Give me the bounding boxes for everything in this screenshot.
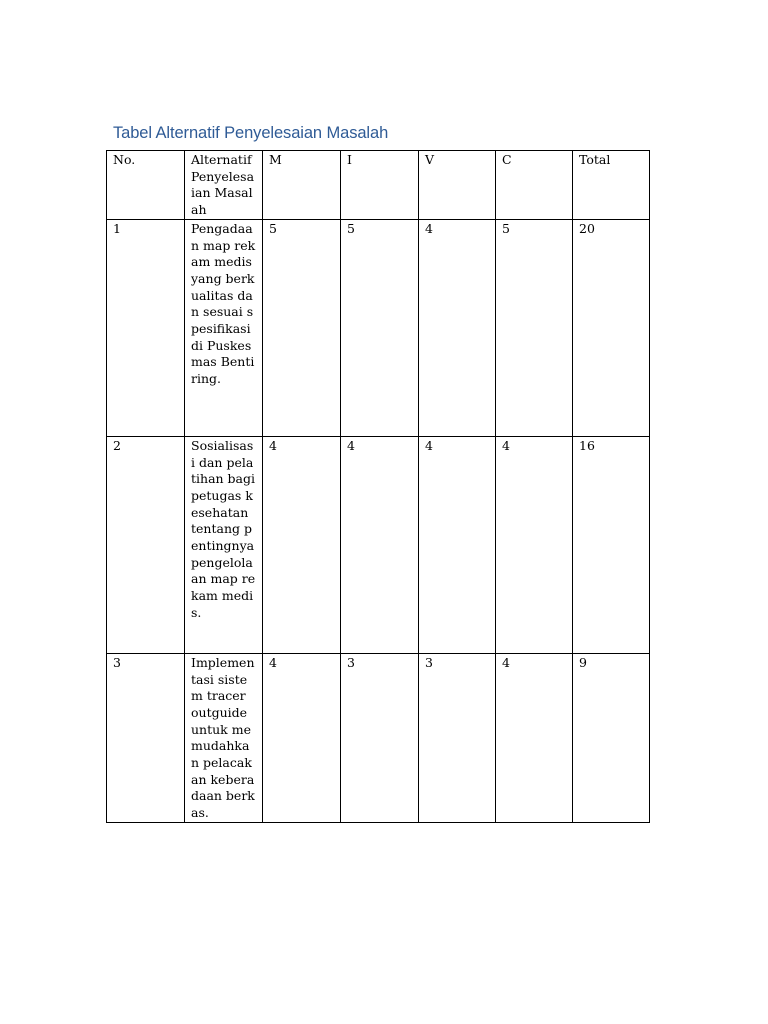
header-cell-c: C — [496, 151, 573, 220]
cell-alternative: Sosialisasi dan pelatihan bagi petugas kesehatan tentang pentingnya pengelolaan map rekam medis. — [185, 436, 263, 653]
table-row — [107, 219, 650, 436]
cell-m: 4 — [263, 653, 341, 822]
table-header-row — [107, 151, 650, 220]
header-cell-total: Total — [573, 151, 650, 220]
cell-i: 4 — [341, 436, 419, 653]
header-cell-i: I — [341, 151, 419, 220]
cell-i: 5 — [341, 219, 419, 436]
cell-c: 4 — [496, 653, 573, 822]
cell-c: 4 — [496, 436, 573, 653]
cell-total: 20 — [573, 219, 650, 436]
alternatives-table — [106, 150, 650, 823]
header-cell-alternative: Alternatif Penyelesaian Masalah — [185, 151, 263, 220]
header-cell-v: V — [419, 151, 496, 220]
table-row — [107, 436, 650, 653]
cell-no: 3 — [107, 653, 185, 822]
cell-v: 4 — [419, 219, 496, 436]
cell-total: 16 — [573, 436, 650, 653]
cell-v: 4 — [419, 436, 496, 653]
header-cell-no: No. — [107, 151, 185, 220]
cell-alternative: Implementasi sistem tracer outguide untuk memudahkan pelacakan keberadaan berkas. — [185, 653, 263, 822]
cell-no: 2 — [107, 436, 185, 653]
cell-no: 1 — [107, 219, 185, 436]
cell-m: 5 — [263, 219, 341, 436]
header-cell-m: M — [263, 151, 341, 220]
cell-alternative: Pengadaan map rekam medis yang berkualitas dan sesuai spesifikasi di Puskesmas Bentiring. — [185, 219, 263, 436]
cell-total: 9 — [573, 653, 650, 822]
cell-v: 3 — [419, 653, 496, 822]
cell-c: 5 — [496, 219, 573, 436]
page-title: Tabel Alternatif Penyelesaian Masalah — [113, 124, 389, 142]
table-row — [107, 653, 650, 822]
cell-m: 4 — [263, 436, 341, 653]
cell-i: 3 — [341, 653, 419, 822]
